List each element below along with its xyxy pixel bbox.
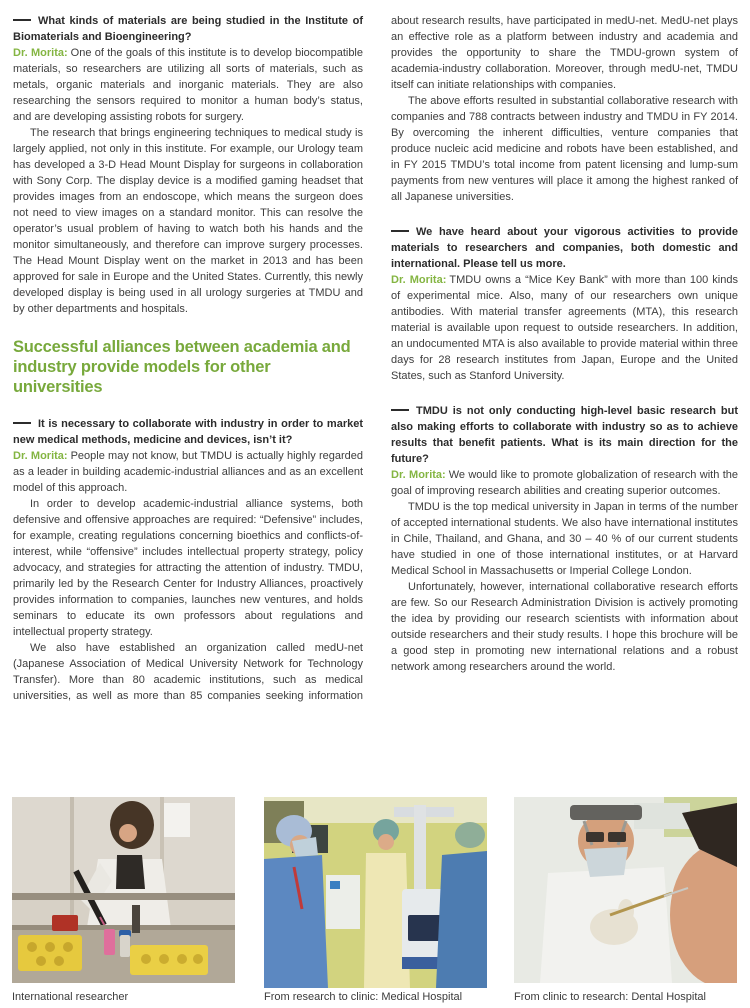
interview-question-1 [13, 13, 363, 45]
lab-photo-illustration [12, 797, 235, 983]
speaker-label: Dr. Morita: [13, 450, 68, 462]
interview-answer-3 [391, 272, 738, 384]
body-paragraph: The above efforts resulted in substantial collaborative research with companies and 788 contracts between industry and TMDU in FY 2014. By overcoming the inherent difficulties, venture companies that produce nucleic acid medicine and robots have been established, and in FY 2015 TMDU’s total income from patent licensing and lump-sum payments from new ventures will place it among the highest ranked of all Japanese universities. [391, 95, 738, 203]
article-columns [13, 13, 738, 704]
answer-text: TMDU owns a “Mice Key Bank” with more than 100 kinds of experimental mice. Also, many of our researchers own unique antibodies. With material transfer agreements (MTA), this research material is available upon request to outside researchers. In addition, an undocumented MTA is also available to provide material within three days for 28 research institutes from Japan, Europe and the United States, such as Stanford University. [391, 274, 738, 382]
question-dash [13, 19, 31, 21]
section-heading: Successful alliances between academia and industry provide models for other universities [13, 338, 351, 396]
photo-dental-hospital [514, 797, 737, 1004]
speaker-label: Dr. Morita: [391, 274, 447, 286]
answer-text: One of the goals of this institute is to develop biocompatible materials, so researchers are utilizing all sorts of materials, such as metals, organic materials and inorganic materials. They are also researching the sensors required to monitor a human body’s status, and are developing assisting robots for surgery. [13, 47, 363, 123]
photo-caption: International researcher [12, 991, 129, 1003]
body-paragraph: Unfortunately, however, international collaborative research efforts are few. So our Research Administration Division is actively promoting the idea by providing our research scientists with information about outside researchers and their study results. I hope this brochure will be a good step in promoting new international relations and a robust network among researchers around the world. [391, 581, 738, 673]
question-text: It is necessary to collaborate with industry in order to market new medical methods, medicine and devices, isn’t it? [13, 418, 363, 446]
body-paragraph-continuation: about research results, have participated in medU-net. MedU-net plays an effective role as a platform between industry and academia and provides the opportunity to share the TMDU-grown system of academia-industry collaboration. Moreover, through medU-net, TMDU itself can initiate relationships with companies. [391, 15, 738, 91]
photo-caption: From clinic to research: Dental Hospital [514, 991, 706, 1003]
question-text: TMDU is not only conducting high-level basic research but also making efforts to collaborate with industry so as to achieve results that benefit patients. What is its main direction for the future? [391, 405, 738, 465]
left-column [13, 13, 363, 704]
dental-clinic-illustration [514, 797, 737, 983]
answer-text: People may not know, but TMDU is actually highly regarded as a leader in building academic-industrial alliances and as an excellent model of this approach. [13, 450, 363, 494]
interview-question-4 [391, 403, 738, 467]
question-dash [13, 422, 31, 424]
body-paragraph: The research that brings engineering techniques to medical study is largely applied, not only in this institute. For example, our Urology team has developed a 3-D Head Mount Display for surgeons in collaboration with Sony Corp. The display device is a modified gaming headset that provides images from an endoscope, which means the surgeon does not need to view images on a standard monitor. This can resolve the operator’s usual problem of having to watch both his hands and the monitor simultaneously, and therefore can improve surgery processes. The Head Mount Display went on the market in 2013 and has been approved for sale in Europe and the United States. Currently, this newly developed display is being used in all urology surgeries at TMDU and by other departments and hospitals. [13, 127, 363, 315]
question-text: We have heard about your vigorous activities to provide materials to researchers and companies, both domestic and international. Please tell us more. [391, 226, 738, 270]
interview-answer-4 [391, 467, 738, 499]
photo-caption: From research to clinic: Medical Hospital [264, 991, 463, 1003]
interview-answer-2 [13, 448, 363, 496]
question-dash [391, 230, 409, 232]
body-paragraph: In order to develop academic-industrial alliance systems, both defensive and offensive approaches are required: “Defensive” includes, for example, creating regulations concerning bioethics and conflicts-of-interest, while “offensive” includes intellectual property strategy, policy advocacy, and strategies for attracting the attention of industry. TMDU, primarily led by the Research Center for Industry Alliances, proactively provides information to companies, launches new ventures, and holds seminars to educate its own professors about regulations and intellectual property strategy. [13, 498, 363, 638]
question-text: What kinds of materials are being studied in the Institute of Biomaterials and Bioengineering? [13, 15, 363, 43]
interview-question-3 [391, 224, 738, 272]
interview-answer-1 [13, 45, 363, 125]
photo-international-researcher [12, 797, 235, 1004]
right-column [391, 13, 738, 704]
body-paragraph-continued: We also have established an organization called medU-net (Japanese Association of Medical University Network for Technology Transfer). More than 80 academic institutions, such as medical universities, as well as more than 85 companies seeking information [13, 642, 363, 702]
body-paragraph: TMDU is the top medical university in Japan in terms of the number of accepted international students. We also have international institutes in Chile, Thailand, and Ghana, and 30 – 40 % of our current students have studied in one of those international institutes, or at Harvard Medical School in Massachusetts or Imperial College London. [391, 501, 738, 577]
photo-medical-hospital [264, 797, 487, 1004]
question-dash [391, 409, 409, 411]
answer-text: We would like to promote globalization of research with the goal of improving research abilities and creating superior outcomes. [391, 469, 738, 497]
interview-question-2 [13, 416, 363, 448]
speaker-label: Dr. Morita: [391, 469, 446, 481]
operating-room-illustration [264, 797, 487, 988]
speaker-label: Dr. Morita: [13, 47, 68, 59]
